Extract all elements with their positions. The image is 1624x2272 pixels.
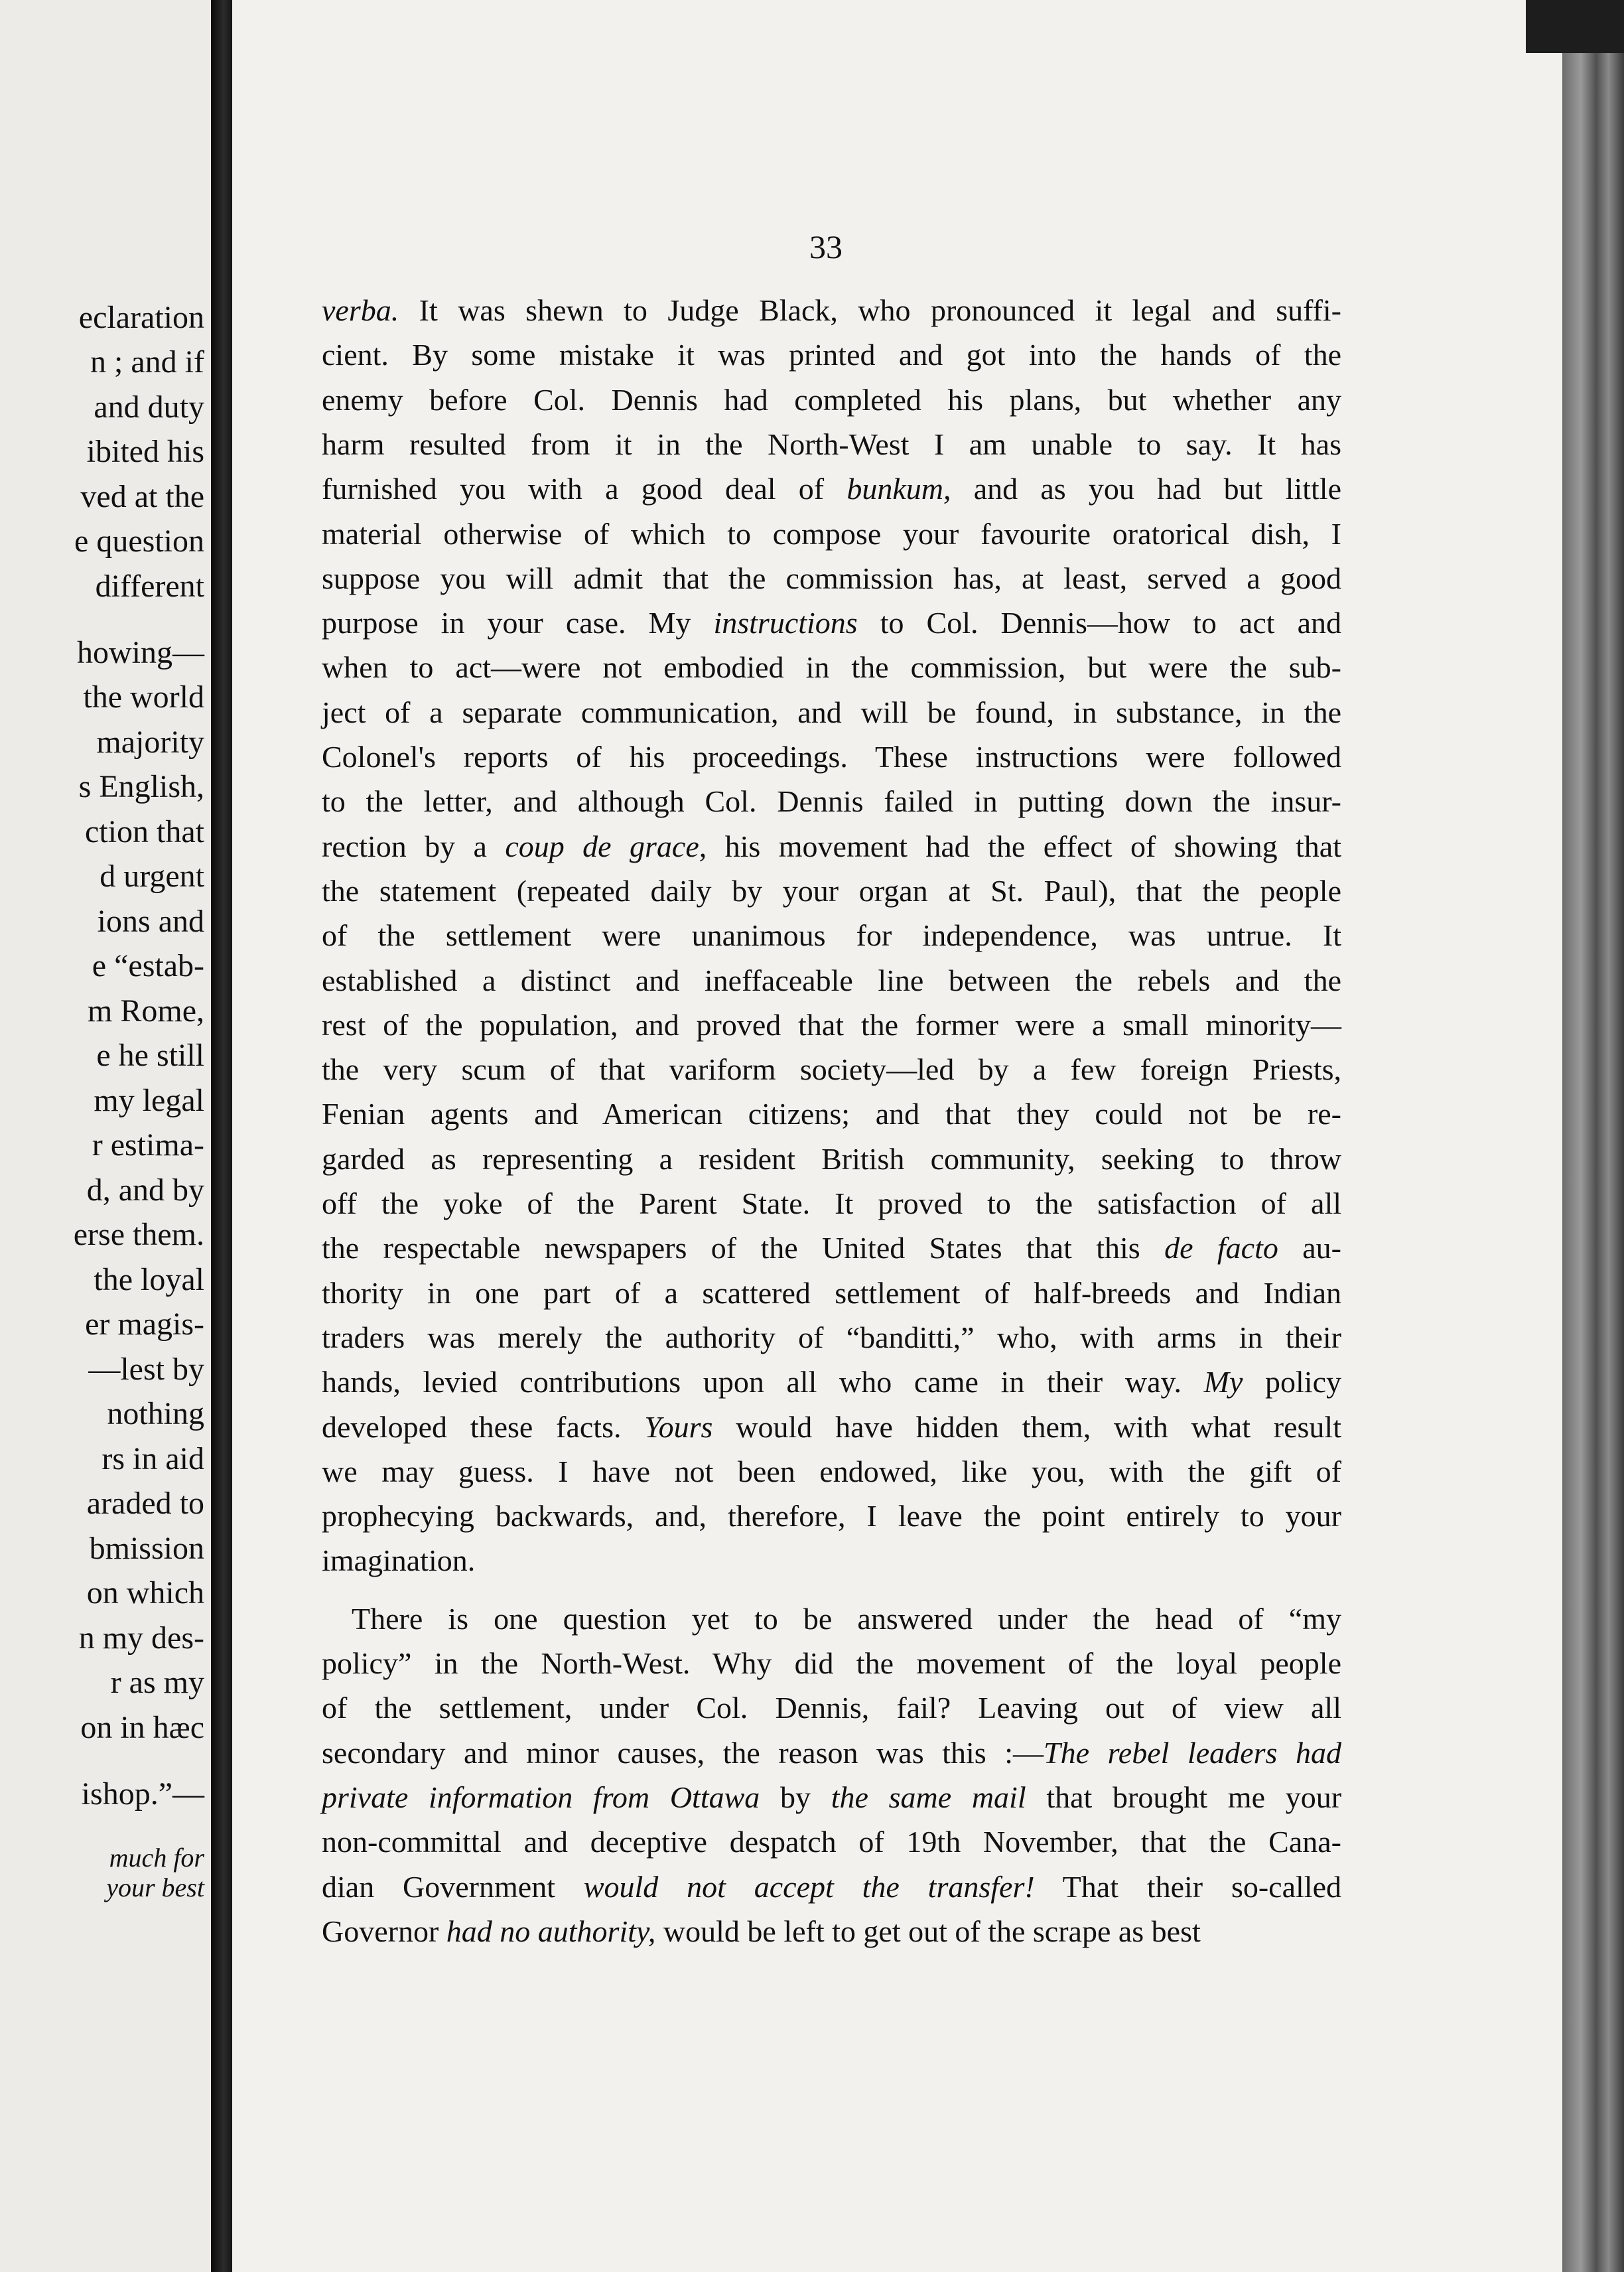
text-line bbox=[322, 563, 1341, 594]
text-line bbox=[322, 1188, 1341, 1219]
text-line bbox=[322, 1648, 1341, 1679]
text-line bbox=[322, 1738, 1341, 1768]
italic-run: Yours bbox=[644, 1410, 713, 1444]
left-page-line: the loyal bbox=[94, 1262, 204, 1297]
text-line bbox=[322, 1278, 1341, 1309]
text-line bbox=[322, 920, 1341, 951]
text-run: non-committal and deceptive despatch of 19th November, that the Cana- bbox=[322, 1825, 1341, 1859]
text-run: material otherwise of which to compose your favourite oratorical dish, I bbox=[322, 517, 1341, 551]
left-page-line: e “estab- bbox=[92, 948, 204, 983]
left-page-line: ved at the bbox=[80, 479, 204, 514]
text-run: secondary and minor causes, the reason was this :— bbox=[322, 1736, 1044, 1770]
text-line bbox=[322, 1367, 1341, 1397]
left-page-line: different bbox=[95, 569, 204, 604]
text-line bbox=[322, 1501, 1341, 1531]
text-run: the very scum of that variform society—led by a few foreign Priests, bbox=[322, 1052, 1341, 1086]
left-page-line: —lest by bbox=[88, 1352, 204, 1387]
text-line bbox=[322, 876, 1341, 906]
left-page-line: majority bbox=[96, 725, 204, 760]
text-run: policy bbox=[1243, 1365, 1341, 1399]
text-run: the respectable newspapers of the United States that this bbox=[322, 1231, 1165, 1265]
text-line bbox=[322, 1545, 1341, 1576]
left-page-line: nothing bbox=[107, 1396, 204, 1431]
left-page-line: my legal bbox=[94, 1083, 204, 1118]
text-line bbox=[322, 1827, 1341, 1857]
text-run: au- bbox=[1278, 1231, 1341, 1265]
left-page-line: r estima- bbox=[92, 1127, 204, 1163]
left-page-line: bmission bbox=[89, 1531, 204, 1566]
italic-run: private information from Ottawa bbox=[322, 1780, 760, 1814]
text-run: developed these facts. bbox=[322, 1410, 645, 1444]
text-run: when to act—were not embodied in the commission, but were the sub- bbox=[322, 650, 1341, 684]
text-line bbox=[322, 1322, 1341, 1353]
text-run: would have hidden them, with what result bbox=[712, 1410, 1341, 1444]
text-line bbox=[322, 1693, 1341, 1723]
left-page-line: and duty bbox=[94, 390, 204, 425]
left-page-line: ction that bbox=[85, 814, 204, 849]
page-number: 33 bbox=[809, 228, 843, 265]
text-run: his movement had the effect of showing that bbox=[707, 829, 1341, 863]
text-line bbox=[322, 1099, 1341, 1129]
left-page-line: on which bbox=[86, 1575, 204, 1610]
left-page-line: erse them. bbox=[73, 1217, 204, 1252]
text-run: to the letter, and although Col. Dennis failed in putting down the insur- bbox=[322, 784, 1341, 818]
left-page-line: ions and bbox=[97, 904, 204, 939]
text-line bbox=[322, 965, 1341, 996]
text-run: would be left to get out of the scrape as best bbox=[655, 1914, 1201, 1948]
text-run: enemy before Col. Dennis had completed his plans, but whether any bbox=[322, 383, 1341, 417]
left-page-line: e he still bbox=[96, 1038, 204, 1073]
left-page-line: eclaration bbox=[78, 300, 204, 335]
text-run: ject of a separate communication, and will be found, in substance, in the bbox=[322, 695, 1341, 729]
text-line bbox=[322, 1412, 1341, 1443]
text-line bbox=[322, 697, 1341, 728]
italic-run: the same mail bbox=[831, 1780, 1026, 1814]
left-page-line: araded to bbox=[86, 1486, 204, 1521]
italic-run: de facto bbox=[1164, 1231, 1278, 1265]
left-page-line: s English, bbox=[78, 769, 204, 804]
left-page-line: d urgent bbox=[100, 859, 204, 894]
left-page-line: your best bbox=[106, 1873, 204, 1902]
text-line bbox=[322, 652, 1341, 683]
text-run: of the settlement, under Col. Dennis, fail? Leaving out of view all bbox=[322, 1691, 1341, 1725]
left-page-line: er magis- bbox=[85, 1307, 204, 1342]
book-gutter bbox=[211, 0, 232, 2272]
text-run: It was shewn to Judge Black, who pronounced it legal and suffi- bbox=[399, 293, 1341, 327]
text-run: cient. By some mistake it was printed and got into the hands of the bbox=[322, 338, 1341, 372]
text-run: to Col. Dennis—how to act and bbox=[857, 606, 1341, 640]
text-run: Colonel's reports of his proceedings. These instructions were followed bbox=[322, 740, 1341, 774]
italic-run: instructions bbox=[713, 606, 858, 640]
text-line bbox=[322, 519, 1341, 549]
facing-page-left bbox=[0, 0, 211, 2272]
text-line bbox=[322, 1144, 1341, 1174]
left-page-line: rs in aid bbox=[102, 1441, 204, 1476]
page-edges bbox=[1562, 40, 1624, 2272]
text-run: imagination. bbox=[322, 1543, 476, 1577]
text-run: There is one question yet to be answered under the head of “my bbox=[352, 1602, 1341, 1636]
text-run: thority in one part of a scattered settlement of half-breeds and Indian bbox=[322, 1276, 1341, 1310]
text-line bbox=[352, 1604, 1341, 1634]
text-line bbox=[322, 608, 1341, 638]
text-line bbox=[322, 1456, 1341, 1487]
text-run: policy” in the North-West. Why did the movement of the loyal people bbox=[322, 1646, 1341, 1680]
text-line bbox=[322, 385, 1341, 415]
left-page-line: the world bbox=[83, 679, 204, 715]
text-line bbox=[322, 831, 1341, 862]
text-line bbox=[322, 474, 1341, 504]
text-run: the statement (repeated daily by your organ at St. Paul), that the people bbox=[322, 874, 1341, 908]
text-line bbox=[322, 1054, 1341, 1085]
italic-run: bunkum, bbox=[846, 472, 951, 506]
text-run: That their so-called bbox=[1034, 1870, 1341, 1904]
text-run: traders was merely the authority of “banditti,” who, with arms in their bbox=[322, 1320, 1341, 1354]
background-corner bbox=[1526, 0, 1624, 53]
left-page-line: ishop.”— bbox=[81, 1776, 204, 1811]
text-run: furnished you with a good deal of bbox=[322, 472, 847, 506]
text-run: Governor bbox=[322, 1914, 446, 1948]
left-page-line: ibited his bbox=[86, 434, 204, 469]
text-line bbox=[322, 786, 1341, 817]
text-run: we may guess. I have not been endowed, like you, with the gift of bbox=[322, 1455, 1341, 1488]
italic-run: verba. bbox=[322, 293, 399, 327]
text-run: hands, levied contributions upon all who came in their way. bbox=[322, 1365, 1204, 1399]
text-run: prophecying backwards, and, therefore, I leave the point entirely to your bbox=[322, 1499, 1341, 1533]
left-page-line: d, and by bbox=[86, 1172, 204, 1208]
text-run: rection by a bbox=[322, 829, 506, 863]
italic-run: The rebel leaders had bbox=[1044, 1736, 1341, 1770]
text-line bbox=[322, 295, 1341, 326]
text-line bbox=[322, 1872, 1341, 1902]
left-page-line: r as my bbox=[110, 1665, 204, 1700]
text-run: garded as representing a resident British community, seeking to throw bbox=[322, 1142, 1341, 1176]
text-line bbox=[322, 1233, 1341, 1263]
text-run: that brought me your bbox=[1026, 1780, 1342, 1814]
text-line bbox=[322, 340, 1341, 370]
left-page-line: howing— bbox=[77, 635, 204, 670]
italic-run: coup de grace, bbox=[505, 829, 707, 863]
text-run: off the yoke of the Parent State. It proved to the satisfaction of all bbox=[322, 1186, 1341, 1220]
text-run: of the settlement were unanimous for independence, was untrue. It bbox=[322, 918, 1341, 952]
left-page-line: much for bbox=[109, 1843, 204, 1873]
left-page-line: n ; and if bbox=[90, 344, 204, 380]
text-line bbox=[322, 1916, 1341, 1947]
italic-run: would not accept the transfer! bbox=[583, 1870, 1035, 1904]
text-run: Fenian agents and American citizens; and that they could not be re- bbox=[322, 1097, 1341, 1131]
text-run: rest of the population, and proved that the former were a small minority— bbox=[322, 1008, 1341, 1042]
text-run: and as you had but little bbox=[951, 472, 1341, 506]
left-page-line: m Rome, bbox=[88, 993, 204, 1029]
text-line bbox=[322, 1010, 1341, 1040]
text-run: harm resulted from it in the North-West I am unable to say. It has bbox=[322, 427, 1341, 461]
text-run: established a distinct and ineffaceable line between the rebels and the bbox=[322, 963, 1341, 997]
italic-run: My bbox=[1203, 1365, 1243, 1399]
left-page-line: on in hæc bbox=[80, 1710, 204, 1745]
text-line bbox=[322, 429, 1341, 460]
text-run: suppose you will admit that the commission has, at least, served a good bbox=[322, 561, 1341, 595]
text-line bbox=[322, 1782, 1341, 1813]
text-run: by bbox=[760, 1780, 831, 1814]
text-run: dian Government bbox=[322, 1870, 584, 1904]
italic-run: had no authority, bbox=[446, 1914, 656, 1948]
left-page-line: n my des- bbox=[78, 1620, 204, 1656]
text-run: purpose in your case. My bbox=[322, 606, 714, 640]
text-line bbox=[322, 742, 1341, 772]
left-page-line: e question bbox=[74, 524, 204, 559]
